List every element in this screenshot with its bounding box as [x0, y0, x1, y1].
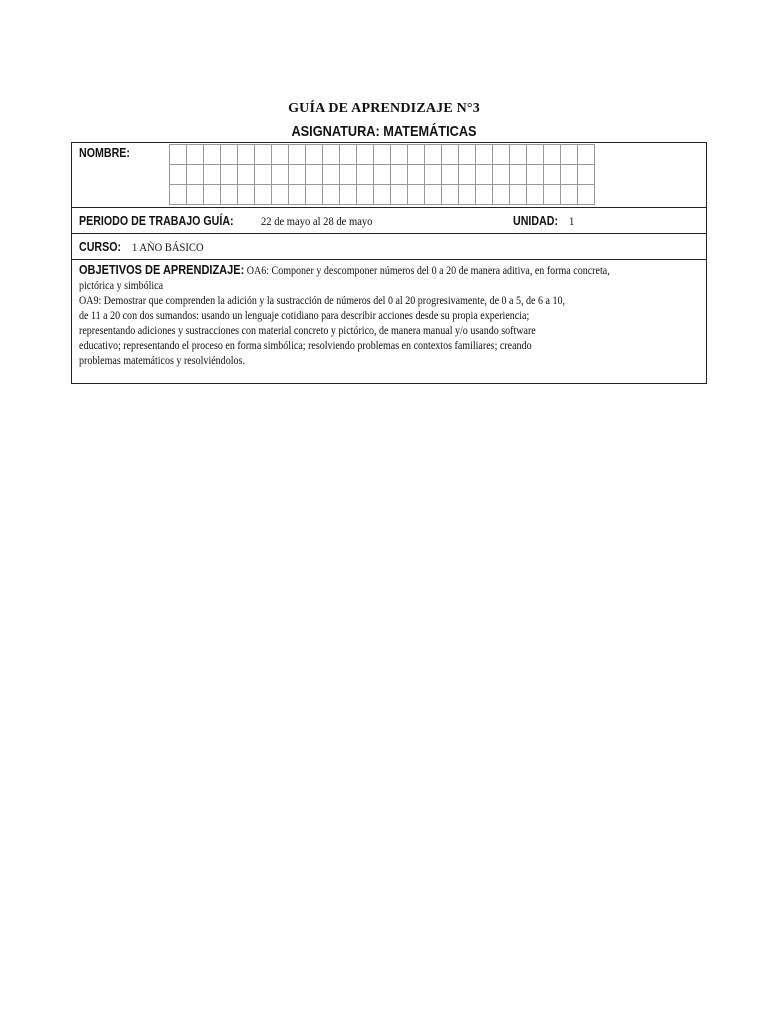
name-grid-cell[interactable] [323, 165, 340, 185]
name-grid-cell[interactable] [221, 185, 238, 205]
name-grid-cell[interactable] [238, 145, 255, 165]
name-grid-cell[interactable] [374, 145, 391, 165]
name-grid-cell[interactable] [170, 165, 187, 185]
name-grid-cell[interactable] [493, 145, 510, 165]
name-grid-cell[interactable] [561, 165, 578, 185]
name-grid-cell[interactable] [374, 185, 391, 205]
objectives-row [72, 260, 706, 383]
name-grid-cell[interactable] [306, 145, 323, 165]
name-grid-cell[interactable] [289, 185, 306, 205]
name-grid-cell[interactable] [493, 185, 510, 205]
info-table [71, 142, 707, 384]
objectives-label: OBJETIVOS DE APRENDIZAJE: [79, 263, 245, 277]
objectives-line [79, 263, 695, 279]
objectives-line: problemas matemáticos y resolviéndolos. [79, 355, 245, 367]
name-entry-grid[interactable] [169, 144, 595, 205]
name-label: NOMBRE: [79, 145, 130, 160]
name-grid-cell[interactable] [425, 185, 442, 205]
name-grid-cell[interactable] [306, 185, 323, 205]
name-grid-cell[interactable] [578, 185, 595, 205]
unit-label: UNIDAD: [513, 213, 559, 228]
name-grid-cell[interactable] [459, 165, 476, 185]
name-grid-cell[interactable] [340, 145, 357, 165]
objectives-line: educativo; representando el proceso en forma simbólica; resolviendo problemas en contextos familiares; creando [79, 340, 532, 352]
name-grid-cell[interactable] [357, 145, 374, 165]
course-row [72, 234, 706, 260]
course-label: CURSO: [79, 239, 122, 254]
name-grid-cell[interactable] [425, 145, 442, 165]
name-row [72, 143, 706, 208]
name-grid-cell[interactable] [544, 145, 561, 165]
name-grid-cell[interactable] [289, 165, 306, 185]
name-grid-cell[interactable] [544, 185, 561, 205]
name-grid-cell[interactable] [561, 145, 578, 165]
objectives-line: OA9: Demostrar que comprenden la adición y la sustracción de números del 0 al 20 progresivamente, de 0 a 5, de 6 a 10, [79, 295, 566, 307]
name-grid-cell[interactable] [544, 165, 561, 185]
name-grid-cell[interactable] [527, 165, 544, 185]
unit-value: 1 [569, 214, 575, 228]
name-grid-cell[interactable] [204, 145, 221, 165]
name-grid-cell[interactable] [170, 145, 187, 165]
name-grid-cell[interactable] [272, 145, 289, 165]
name-grid-cell[interactable] [187, 185, 204, 205]
name-grid-cell[interactable] [459, 185, 476, 205]
name-grid-cell[interactable] [323, 185, 340, 205]
name-grid-cell[interactable] [459, 145, 476, 165]
name-grid-cell[interactable] [323, 145, 340, 165]
name-grid-cell[interactable] [306, 165, 323, 185]
name-grid-cell[interactable] [578, 165, 595, 185]
objectives-text [79, 263, 695, 369]
name-grid-cell[interactable] [204, 185, 221, 205]
name-grid-cell[interactable] [255, 145, 272, 165]
name-grid-cell[interactable] [476, 145, 493, 165]
name-grid-cell[interactable] [272, 165, 289, 185]
name-grid-cell[interactable] [408, 145, 425, 165]
name-grid-cell[interactable] [391, 165, 408, 185]
name-grid-cell[interactable] [204, 165, 221, 185]
name-grid-cell[interactable] [510, 185, 527, 205]
name-grid-cell[interactable] [221, 165, 238, 185]
name-grid-cell[interactable] [510, 165, 527, 185]
name-grid-cell[interactable] [442, 145, 459, 165]
period-value: 22 de mayo al 28 de mayo [261, 214, 373, 228]
name-grid-cell[interactable] [272, 185, 289, 205]
name-grid-cell[interactable] [255, 185, 272, 205]
name-grid-cell[interactable] [578, 145, 595, 165]
objectives-line-text: OA6: Componer y descomponer números del 0 a 20 de manera aditiva, en forma concreta, [246, 265, 610, 277]
name-grid-cell[interactable] [391, 145, 408, 165]
name-grid-cell[interactable] [510, 145, 527, 165]
objectives-line: representando adiciones y sustracciones con material concreto y pictórico, de manera manual y/o usando software [79, 325, 536, 337]
objectives-line: pictórica y simbólica [79, 280, 164, 292]
name-grid-cell[interactable] [476, 165, 493, 185]
name-grid-cell[interactable] [408, 185, 425, 205]
name-grid-cell[interactable] [255, 165, 272, 185]
name-grid-cell[interactable] [238, 185, 255, 205]
name-grid-cell[interactable] [289, 145, 306, 165]
name-grid-cell[interactable] [391, 185, 408, 205]
name-grid-cell[interactable] [476, 185, 493, 205]
name-grid-cell[interactable] [357, 165, 374, 185]
document-title: GUÍA DE APRENDIZAJE N°3 [288, 101, 480, 116]
name-grid-cell[interactable] [187, 165, 204, 185]
objectives-line: de 11 a 20 con dos sumandos: usando un lenguaje cotidiano para describir acciones desde su propia experiencia; [79, 310, 530, 322]
name-grid-cell[interactable] [493, 165, 510, 185]
subject-title: ASIGNATURA: MATEMÁTICAS [291, 123, 477, 140]
name-grid-cell[interactable] [187, 145, 204, 165]
name-grid-cell[interactable] [340, 165, 357, 185]
name-grid-cell[interactable] [442, 185, 459, 205]
period-label: PERIODO DE TRABAJO GUÍA: [79, 213, 234, 228]
course-value: 1 AÑO BÁSICO [132, 240, 204, 254]
name-grid-cell[interactable] [170, 185, 187, 205]
period-row [72, 208, 706, 234]
name-grid-cell[interactable] [221, 145, 238, 165]
name-grid-cell[interactable] [238, 165, 255, 185]
name-grid-cell[interactable] [357, 185, 374, 205]
name-grid-cell[interactable] [527, 145, 544, 165]
name-grid-cell[interactable] [340, 185, 357, 205]
name-grid-cell[interactable] [408, 165, 425, 185]
name-grid-cell[interactable] [527, 185, 544, 205]
name-grid-cell[interactable] [374, 165, 391, 185]
name-grid-cell[interactable] [425, 165, 442, 185]
name-grid-cell[interactable] [442, 165, 459, 185]
name-grid-cell[interactable] [561, 185, 578, 205]
